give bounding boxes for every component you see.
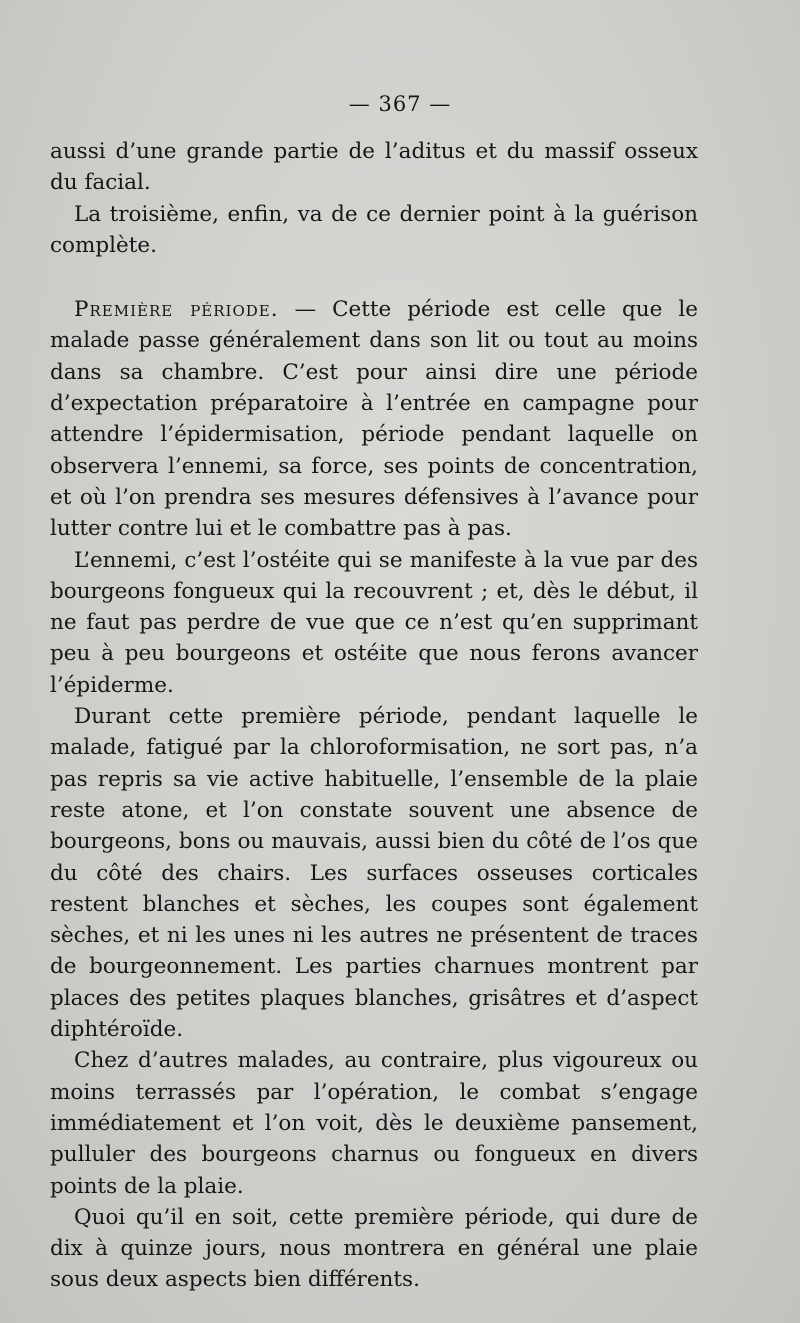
section-heading: Première période. xyxy=(74,297,279,323)
paragraph-6: Chez d’autres malades, au contraire, plus vigoureux ou moins terrassés par l’opération, le combat s’engage immédiatement et l’on voit, dès le deuxième pansement, pulluler des bourgeons charnus ou fongueux en divers points de la plaie. xyxy=(50,1048,698,1199)
paragraph-3 xyxy=(50,294,698,544)
paragraph-3-text: — Cette période est celle que le malade passe généralement dans son lit ou tout au moins dans sa chambre. C’est pour ainsi dire une période d’expectation préparatoire à l’entrée en campagne pour attendre l’épidermisation, période pendant laquelle on observera l’ennemi, sa force, ses points de concentration, et où l’on prendra ses mesures défensives à l’avance pour lutter contre lui et le combattre pas à pas. xyxy=(50,297,698,542)
page-number: — 367 — xyxy=(348,92,452,116)
paragraph-5: Durant cette première période, pendant laquelle le malade, fatigué par la chloroformisation, ne sort pas, n’a pas repris sa vie active habituelle, l’ensemble de la plaie reste atone, et l’on constate souvent une absence de bourgeons, bons ou mauvais, aussi bien du côté de l’os que du côté des chairs. Les surfaces osseuses corticales restent blanches et sèches, les coupes sont également sèches, et ni les unes ni les autres ne présentent de traces de bourgeonnement. Les parties charnues montrent par places des petites plaques blanches, grisâtres et d’aspect diphtéroïde. xyxy=(50,704,698,1043)
paragraph-7: Quoi qu’il en soit, cette première période, qui dure de dix à quinze jours, nous montrera en général une plaie sous deux aspects bien différents. xyxy=(50,1204,698,1293)
paragraph-2: La troisième, enfin, va de ce dernier point à la guérison complète. xyxy=(50,201,698,258)
body-text xyxy=(50,136,698,1296)
paragraph-1: aussi d’une grande partie de l’aditus et du massif osseux du facial. xyxy=(50,139,698,196)
paragraph-4: L’ennemi, c’est l’ostéite qui se manifeste à la vue par des bourgeons fongueux qui la recouvrent ; et, dès le début, il ne faut pas perdre de vue que ce n’est qu’en supprimant peu à peu bourgeons et ostéite que nous ferons avancer l’épiderme. xyxy=(50,547,698,698)
